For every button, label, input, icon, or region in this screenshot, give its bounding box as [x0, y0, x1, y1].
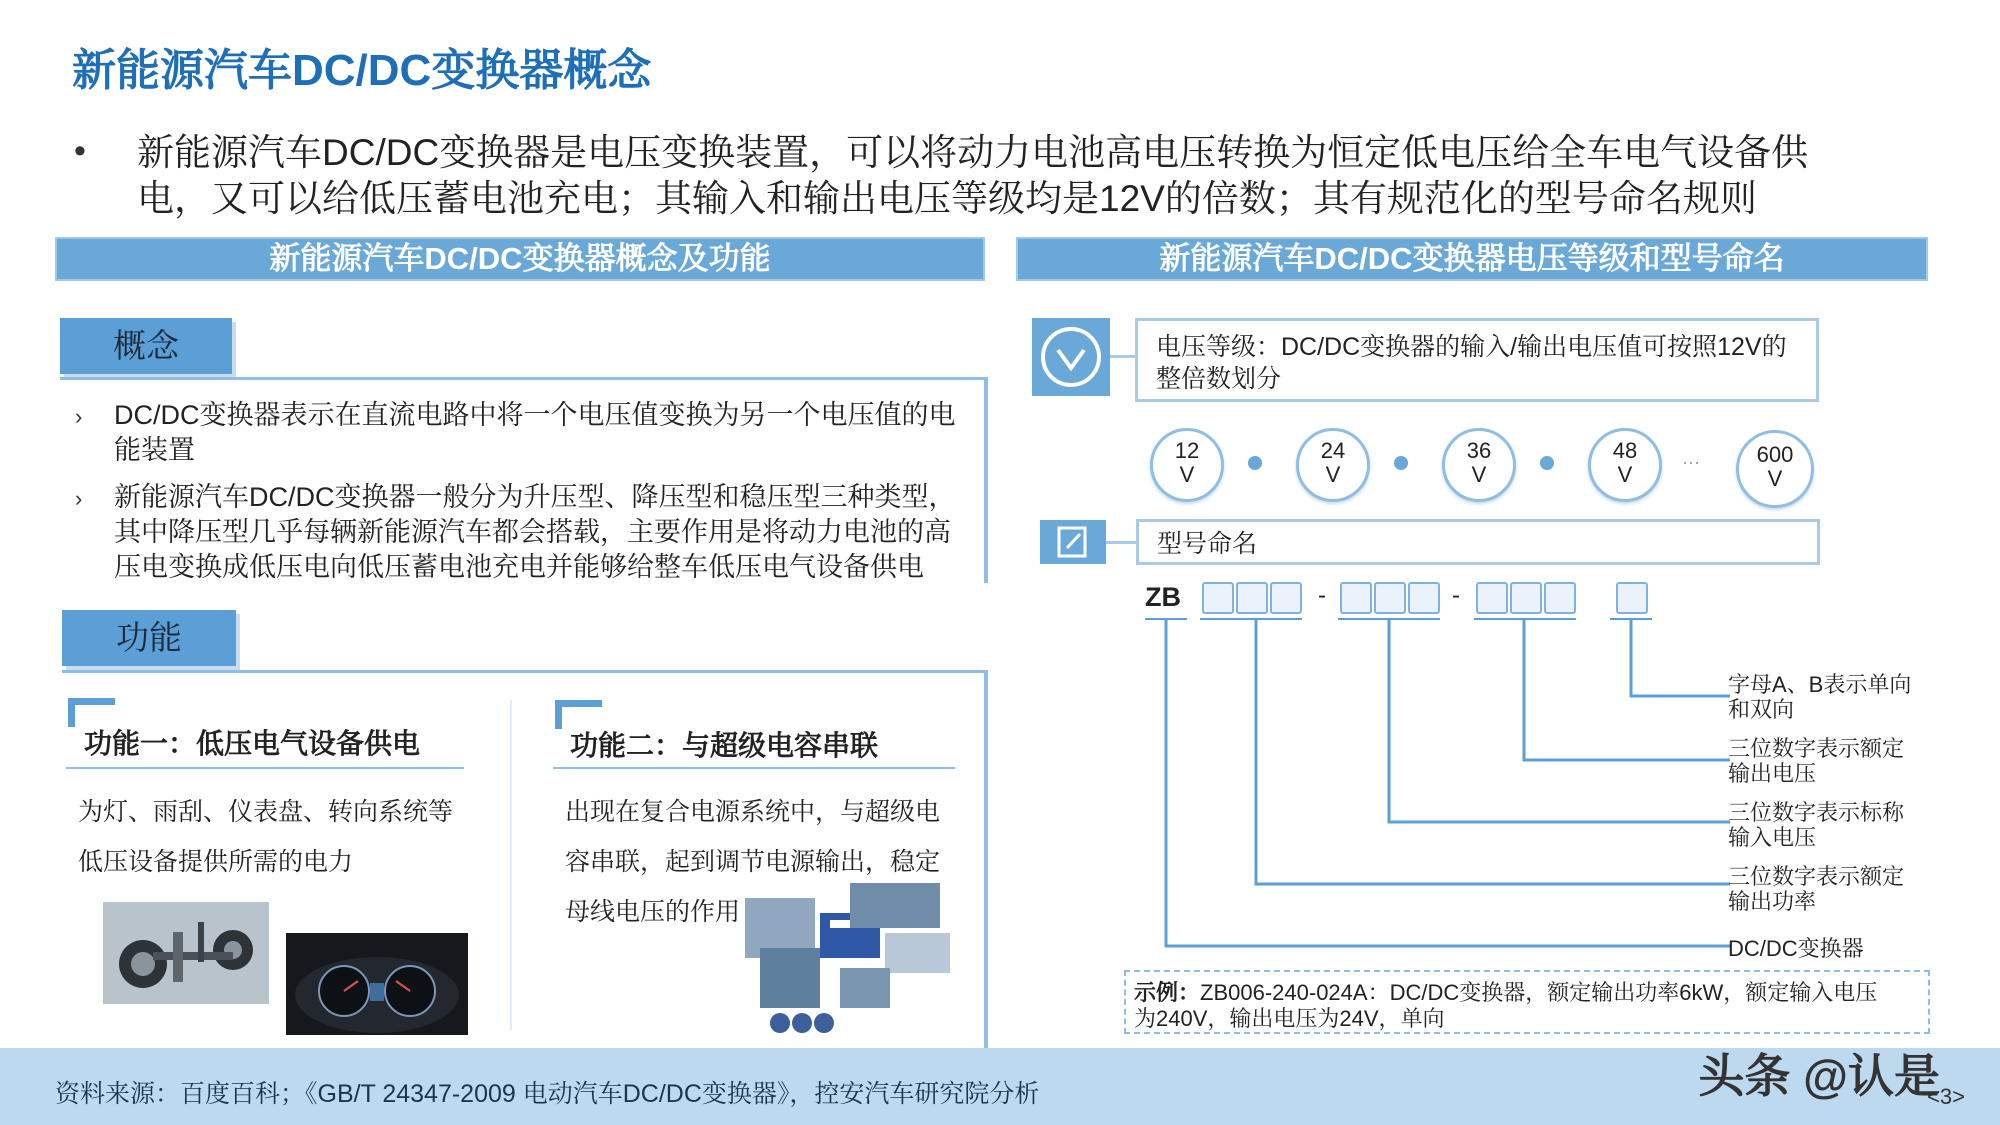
model-label: 型号命名 [1157, 530, 1258, 558]
arrow-right-icon [1248, 456, 1262, 470]
voltage-unit: V [1617, 462, 1633, 487]
dashboard-image [286, 933, 468, 1035]
edit-icon [1040, 520, 1106, 564]
function-2-title: 功能二：与超级电容串联 [570, 730, 879, 761]
digit-box [1544, 582, 1576, 614]
label-line: 和双向 [1728, 697, 1795, 722]
voltage-num: 12 [1174, 438, 1200, 463]
function-tab: 功能 [62, 610, 236, 666]
dash: - [1318, 582, 1326, 609]
voltage-unit: V [1471, 462, 1487, 487]
arrow-right-icon [1540, 456, 1554, 470]
watermark: 头条 @认是 [1698, 1050, 1940, 1102]
footer-source: 资料来源：百度百科；《GB/T 24347-2009 电动汽车DC/DC变换器》，控安汽车研究院分析 [55, 1080, 1040, 1108]
label-line: 三位数字表示标称 [1728, 800, 1905, 825]
voltage-circle-48 [1588, 428, 1662, 502]
function-1-desc-line-2: 低压设备提供所需的电力 [78, 848, 354, 876]
page-title: 新能源汽车DC/DC变换器概念 [72, 46, 652, 95]
concept-item-2-line-2: 其中降压型几乎每辆新能源汽车都会搭载，主要作用是将动力电池的高 [114, 517, 951, 547]
concept-item [75, 480, 985, 585]
label-direction [1728, 672, 1911, 722]
voltage-desc-line-1: 电压等级：DC/DC变换器的输入/输出电压值可按照12V的 [1156, 333, 1787, 361]
function-divider [510, 700, 512, 1030]
arrow-right-icon [1394, 456, 1408, 470]
connector-line [1106, 541, 1136, 544]
chevron-right-icon: › [75, 486, 83, 511]
label-line: DC/DC变换器 [1728, 936, 1864, 961]
example-line-2: 为240V，输出电压为24V，单向 [1134, 1006, 1445, 1031]
digit-box [1202, 582, 1234, 614]
function-2-desc-line-1: 出现在复合电源系统中，与超级电 [565, 798, 941, 826]
connector-line [1110, 355, 1135, 358]
concept-item-1-line-1: DC/DC变换器表示在直流电路中将一个电压值变换为另一个电压值的电 [114, 400, 956, 430]
voltage-info-box [1135, 318, 1819, 402]
concept-item-2-line-1: 新能源汽车DC/DC变换器一般分为升压型、降压型和稳压型三种类型， [114, 482, 956, 512]
label-line: 输出功率 [1728, 889, 1817, 914]
digit-box [1374, 582, 1406, 614]
voltage-circle-24 [1296, 428, 1370, 502]
label-line: 输出电压 [1728, 761, 1817, 786]
example-label: 示例： [1134, 980, 1201, 1005]
function-2-underline [553, 767, 955, 769]
chassis-image [103, 902, 269, 1004]
voltage-num: 36 [1466, 438, 1492, 463]
ellipsis: ··· [1682, 452, 1700, 472]
digit-box [1408, 582, 1440, 614]
voltage-icon-box [1032, 318, 1110, 396]
bullet-dot: • [74, 132, 86, 170]
voltage-desc-line-2: 整倍数划分 [1156, 365, 1282, 393]
voltage-unit: V [1325, 462, 1341, 487]
concept-item-2-line-3: 压电变换成低压电向低压蓄电池充电并能够给整车低压电气设备供电 [114, 552, 924, 582]
right-section-header: 新能源汽车DC/DC变换器电压等级和型号命名 [1016, 237, 1928, 281]
digit-box [1510, 582, 1542, 614]
label-line: 字母A、B表示单向 [1728, 672, 1912, 697]
voltage-circle-12 [1150, 428, 1224, 502]
concept-tab: 概念 [60, 318, 232, 374]
function-1-title: 功能一：低压电气设备供电 [84, 728, 421, 759]
concept-item-1-line-2: 能装置 [114, 435, 195, 465]
function-2-desc-line-3: 母线电压的作用 [565, 898, 741, 926]
dash: - [1452, 582, 1460, 609]
summary-bullet [137, 130, 1917, 222]
label-line: 三位数字表示额定 [1728, 864, 1905, 889]
function-frame-top [62, 670, 988, 673]
digit-box [1476, 582, 1508, 614]
chevron-right-icon: › [75, 404, 83, 429]
digit-box [1236, 582, 1268, 614]
concept-frame-top [60, 377, 988, 380]
label-output-voltage [1728, 736, 1904, 786]
letter-box [1616, 582, 1648, 614]
voltage-num: 48 [1612, 438, 1638, 463]
function-1-desc-line-1: 为灯、雨刮、仪表盘、转向系统等 [78, 798, 454, 826]
function-1-desc [78, 787, 498, 887]
concept-list [75, 398, 985, 585]
voltage-num: 600 [1756, 442, 1794, 467]
concept-item [75, 398, 985, 468]
voltage-num: 24 [1320, 438, 1346, 463]
page-number: <3> [1927, 1084, 1965, 1109]
supercapacitor-image [740, 878, 955, 1038]
function-2-desc-line-2: 容串联，起到调节电源输出，稳定 [565, 848, 941, 876]
summary-line-1: 新能源汽车DC/DC变换器是电压变换装置，可以将动力电池高电压转换为恒定低电压给全车电气设备供 [137, 132, 1809, 173]
check-circle-icon [1032, 318, 1110, 396]
label-line: 三位数字表示额定 [1728, 736, 1905, 761]
model-icon-box [1040, 520, 1106, 564]
voltage-unit: V [1179, 462, 1195, 487]
example-line-1: ZB006-240-024A：DC/DC变换器，额定输出功率6kW，额定输入电压 [1200, 980, 1878, 1005]
model-info-box [1136, 519, 1820, 565]
label-input-voltage [1728, 800, 1904, 850]
model-prefix: ZB [1145, 582, 1181, 612]
voltage-circle-36 [1442, 428, 1516, 502]
summary-line-2: 电，又可以给低压蓄电池充电；其输入和输出电压等级均是12V的倍数；其有规范化的型号命名规则 [137, 178, 1757, 219]
label-dcdc [1728, 936, 1864, 961]
example-box [1124, 970, 1930, 1034]
voltage-circle-600 [1736, 430, 1814, 508]
leader-lines [1140, 620, 1740, 955]
voltage-unit: V [1767, 466, 1783, 491]
digit-box [1270, 582, 1302, 614]
digit-box [1340, 582, 1372, 614]
label-output-power [1728, 864, 1904, 914]
function-1-underline [66, 767, 464, 769]
label-line: 输入电压 [1728, 825, 1817, 850]
left-section-header: 新能源汽车DC/DC变换器概念及功能 [55, 237, 985, 281]
